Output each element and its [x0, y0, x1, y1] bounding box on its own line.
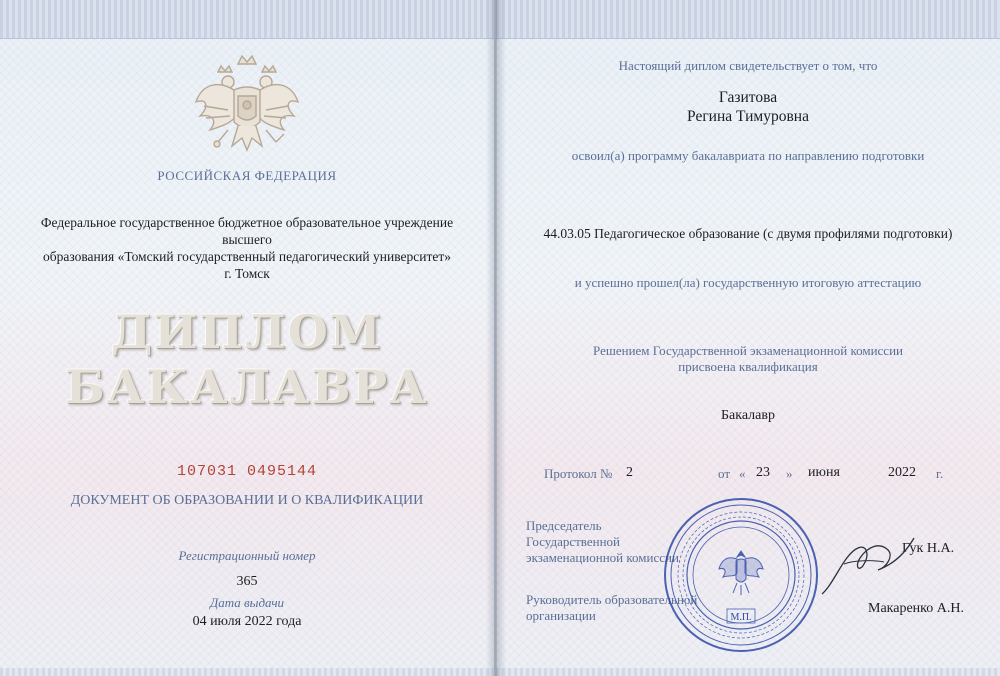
institution-name [20, 214, 474, 282]
institution-line-2: образования «Томский государственный педагогический университет» [43, 249, 451, 264]
graduate-given-names: Регина Тимуровна [687, 108, 809, 125]
issue-date-label: Дата выдачи [209, 595, 285, 610]
protocol-day: 23 [756, 465, 770, 480]
book-spine-gutter [486, 0, 506, 676]
bottom-ornament-band [0, 668, 494, 676]
passed-attestation-text: и успешно прошел(ла) государственную итоговую аттестацию [574, 275, 922, 290]
bottom-ornament-band [496, 668, 1000, 676]
qualification: Бакалавр [721, 408, 775, 423]
organization-head-name: Макаренко А.Н. [868, 601, 964, 616]
mastered-program-text: освоил(а) программу бакалавриата по направлению подготовки [571, 148, 925, 163]
chair-line-2: Государственной [526, 534, 621, 549]
protocol-label: Протокол № [544, 466, 613, 481]
commission-chair-name: Гук Н.А. [902, 541, 955, 556]
issue-date: 04 июля 2022 года [192, 614, 302, 629]
protocol-number: 2 [626, 465, 633, 480]
year-suffix: г. [936, 466, 944, 481]
date-quote-open: « [739, 466, 746, 481]
program-name: 44.03.05 Педагогическое образование (с двумя профилями подготовки) [543, 226, 953, 241]
decision-line-1: Решением Государственной экзаменационной комиссии [593, 343, 903, 358]
serial-number: 107031 0495144 [176, 463, 318, 480]
chair-line-1: Председатель [526, 518, 602, 533]
diploma-title-line-1: ДИПЛОМ [111, 305, 383, 359]
chair-line-3: экзаменационной комиссии [526, 550, 679, 565]
institution-city: г. Томск [224, 266, 270, 281]
coat-of-arms-emblem [188, 50, 306, 160]
decision-line-2: присвоена квалификация [678, 359, 818, 374]
registration-number-label: Регистрационный номер [178, 548, 316, 563]
head-line-2: организации [526, 608, 596, 623]
diploma-title-line-2: БАКАЛАВРА [65, 360, 429, 414]
chair-signature [814, 524, 924, 604]
registration-number: 365 [236, 574, 258, 589]
commission-decision [496, 343, 1000, 375]
graduate-surname: Газитова [718, 89, 778, 106]
head-line-1: Руководитель образовательной [526, 592, 698, 607]
seal-mp-label: М.П. [730, 612, 752, 623]
commission-chair-title [526, 518, 679, 566]
official-seal-stamp [661, 495, 821, 655]
diploma-left-page [0, 0, 495, 676]
document-type: ДОКУМЕНТ ОБ ОБРАЗОВАНИИ И О КВАЛИФИКАЦИИ [70, 493, 424, 508]
institution-line-1: Федеральное государственное бюджетное образовательное учреждение высшего [40, 215, 454, 247]
protocol-year: 2022 [888, 465, 916, 480]
diploma-right-page [496, 0, 1000, 676]
protocol-month: июня [808, 465, 840, 480]
certifies-text: Настоящий диплом свидетельствует о том, что [618, 58, 878, 73]
country-name: РОССИЙСКАЯ ФЕДЕРАЦИЯ [157, 168, 337, 183]
protocol-from-label: от [718, 466, 731, 481]
top-ornament-band [0, 0, 494, 39]
top-ornament-band [496, 0, 1000, 39]
date-quote-close: » [786, 466, 793, 481]
